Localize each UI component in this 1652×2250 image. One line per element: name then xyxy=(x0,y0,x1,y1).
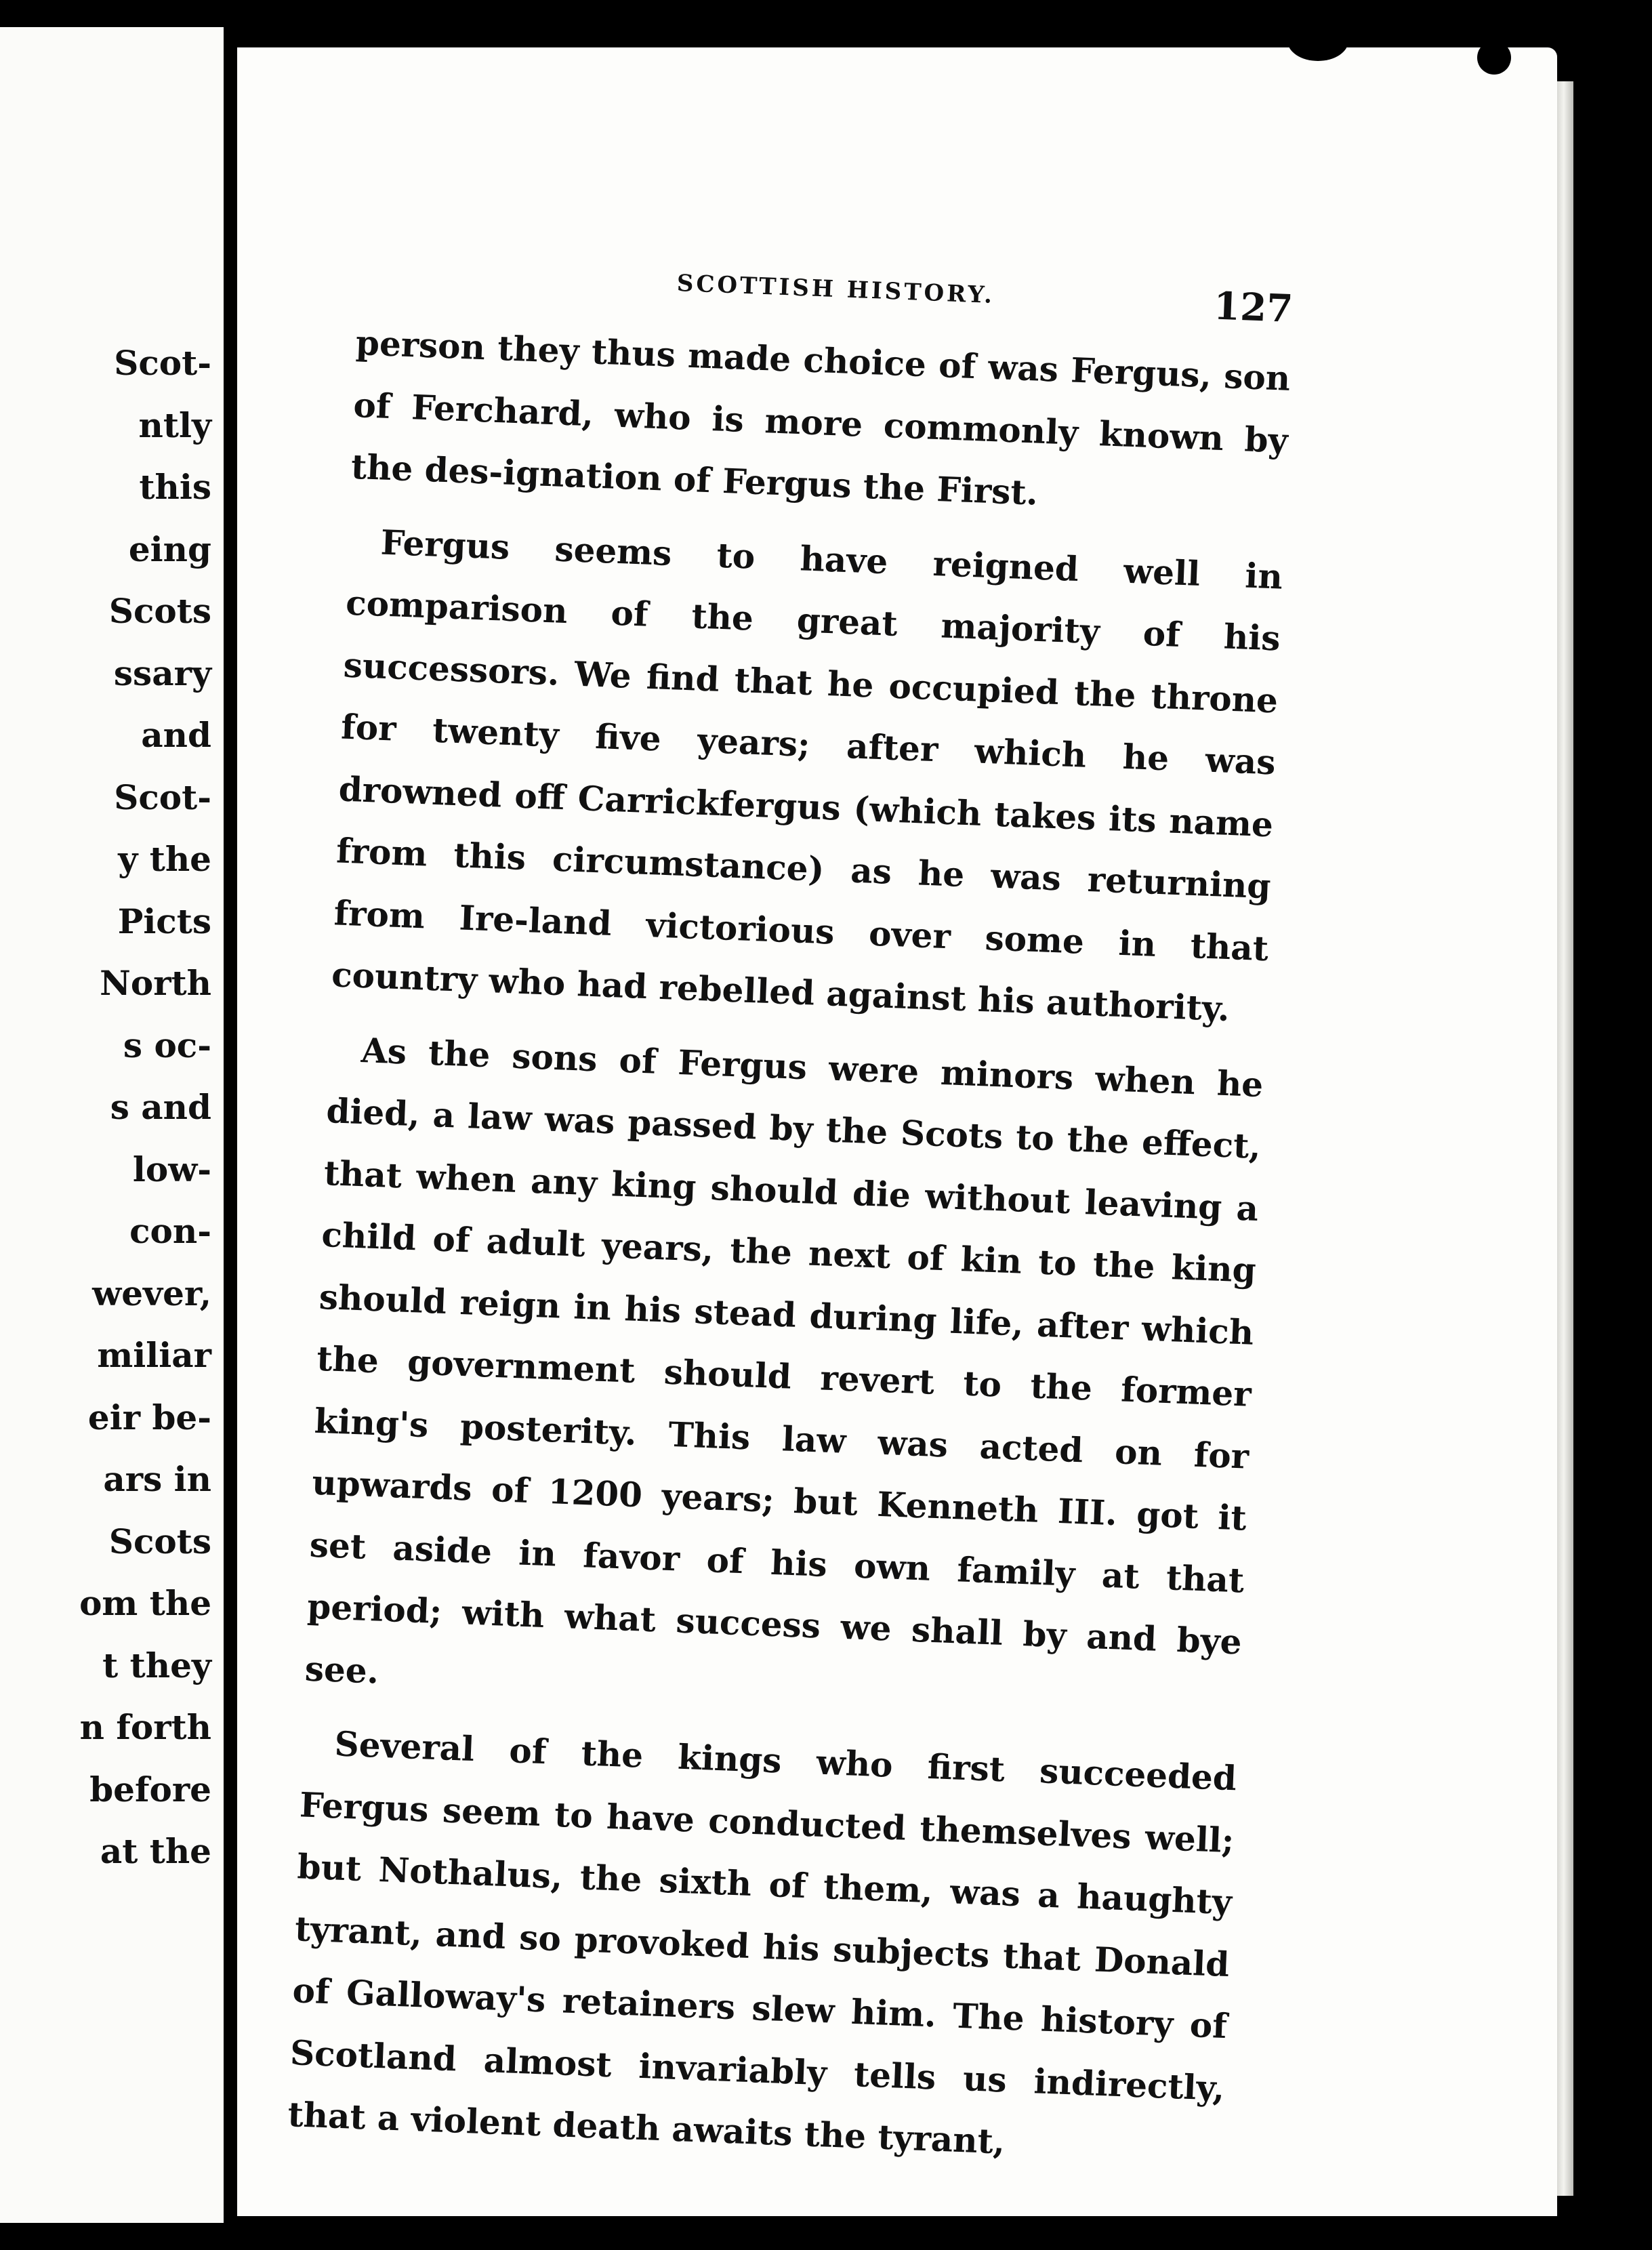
book-gutter xyxy=(224,0,237,2250)
left-page-fragment: Picts xyxy=(117,901,211,941)
left-page-fragment: n forth xyxy=(79,1707,211,1747)
page-edge xyxy=(1557,81,1573,2196)
left-page-fragment: at the xyxy=(100,1831,211,1871)
left-page-fragment: Scot- xyxy=(114,343,211,383)
left-page-fragment: eir be- xyxy=(87,1397,211,1437)
left-page-fragment: eing xyxy=(128,529,211,569)
scan-blot xyxy=(1579,122,1626,197)
left-page-fragment: t they xyxy=(102,1645,211,1685)
paragraph: As the sons of Fergus were minors when he died, a law was passed by the Scots to the effect, that when any king should die without leaving a child of adult years, the next of kin to the king should reign in his stead during life, after which the government should revert to the former king's posterity. This law was acted on for upwards of 1200 years; but Kenneth III. got it set aside in favor of his own family at that period; with what success we shall by and bye see. xyxy=(304,1029,1264,1692)
left-page xyxy=(0,27,224,2223)
paragraph: person they thus made choice of was Fergus, son of Ferchard, who is more commonly known by the des-ignation of Fergus the First. xyxy=(350,322,1292,513)
left-page-fragment: Scot- xyxy=(114,777,211,817)
scan-blot xyxy=(1287,20,1348,61)
scan-blot xyxy=(1477,41,1511,75)
running-head: SCOTTISH HISTORY. xyxy=(676,270,995,310)
page-number: 127 xyxy=(1213,283,1294,331)
left-page-fragment: s and xyxy=(110,1087,211,1127)
left-page-fragment: om the xyxy=(79,1583,211,1623)
left-page-fragment: con- xyxy=(129,1211,211,1251)
left-page-fragment: and xyxy=(141,715,211,755)
left-page-fragment: miliar xyxy=(97,1335,211,1375)
paragraph: Several of the kings who first succeeded Fergus seem to have conducted themselves well; but Nothalus, the sixth of them, was a haughty tyrant, and so provoked his subjects that Donald of Galloway's retainers slew him. The history of Scotland almost invariably tells us indirectly, that a violent death awaits the tyrant, xyxy=(287,1723,1237,2162)
left-page-fragment: wever, xyxy=(92,1273,211,1313)
left-page-fragment: before xyxy=(89,1769,211,1809)
paragraph: Fergus seems to have reigned well in comparison of the great majority of his successors. We find that he occupied the throne for twenty five years; after which he was drowned off Carrickfergus (which takes its name from this circumstance) as he was returning from Ire-land victorious over some in that country who had rebelled against his authority. xyxy=(331,522,1284,1029)
left-page-fragment: low- xyxy=(132,1149,211,1189)
left-page-fragment: s oc- xyxy=(123,1025,211,1065)
left-page-fragment: y the xyxy=(118,839,211,879)
left-page-line-fragments xyxy=(79,332,211,1883)
left-page-fragment: ssary xyxy=(113,653,211,693)
left-page-fragment: ntly xyxy=(138,405,211,445)
page-content xyxy=(286,258,1294,2193)
left-page-fragment: Scots xyxy=(108,591,211,631)
left-page-fragment: Scots xyxy=(108,1521,211,1561)
left-page-fragment: this xyxy=(139,467,211,507)
left-page-fragment: North xyxy=(100,963,211,1003)
left-page-fragment: ars in xyxy=(103,1459,211,1499)
